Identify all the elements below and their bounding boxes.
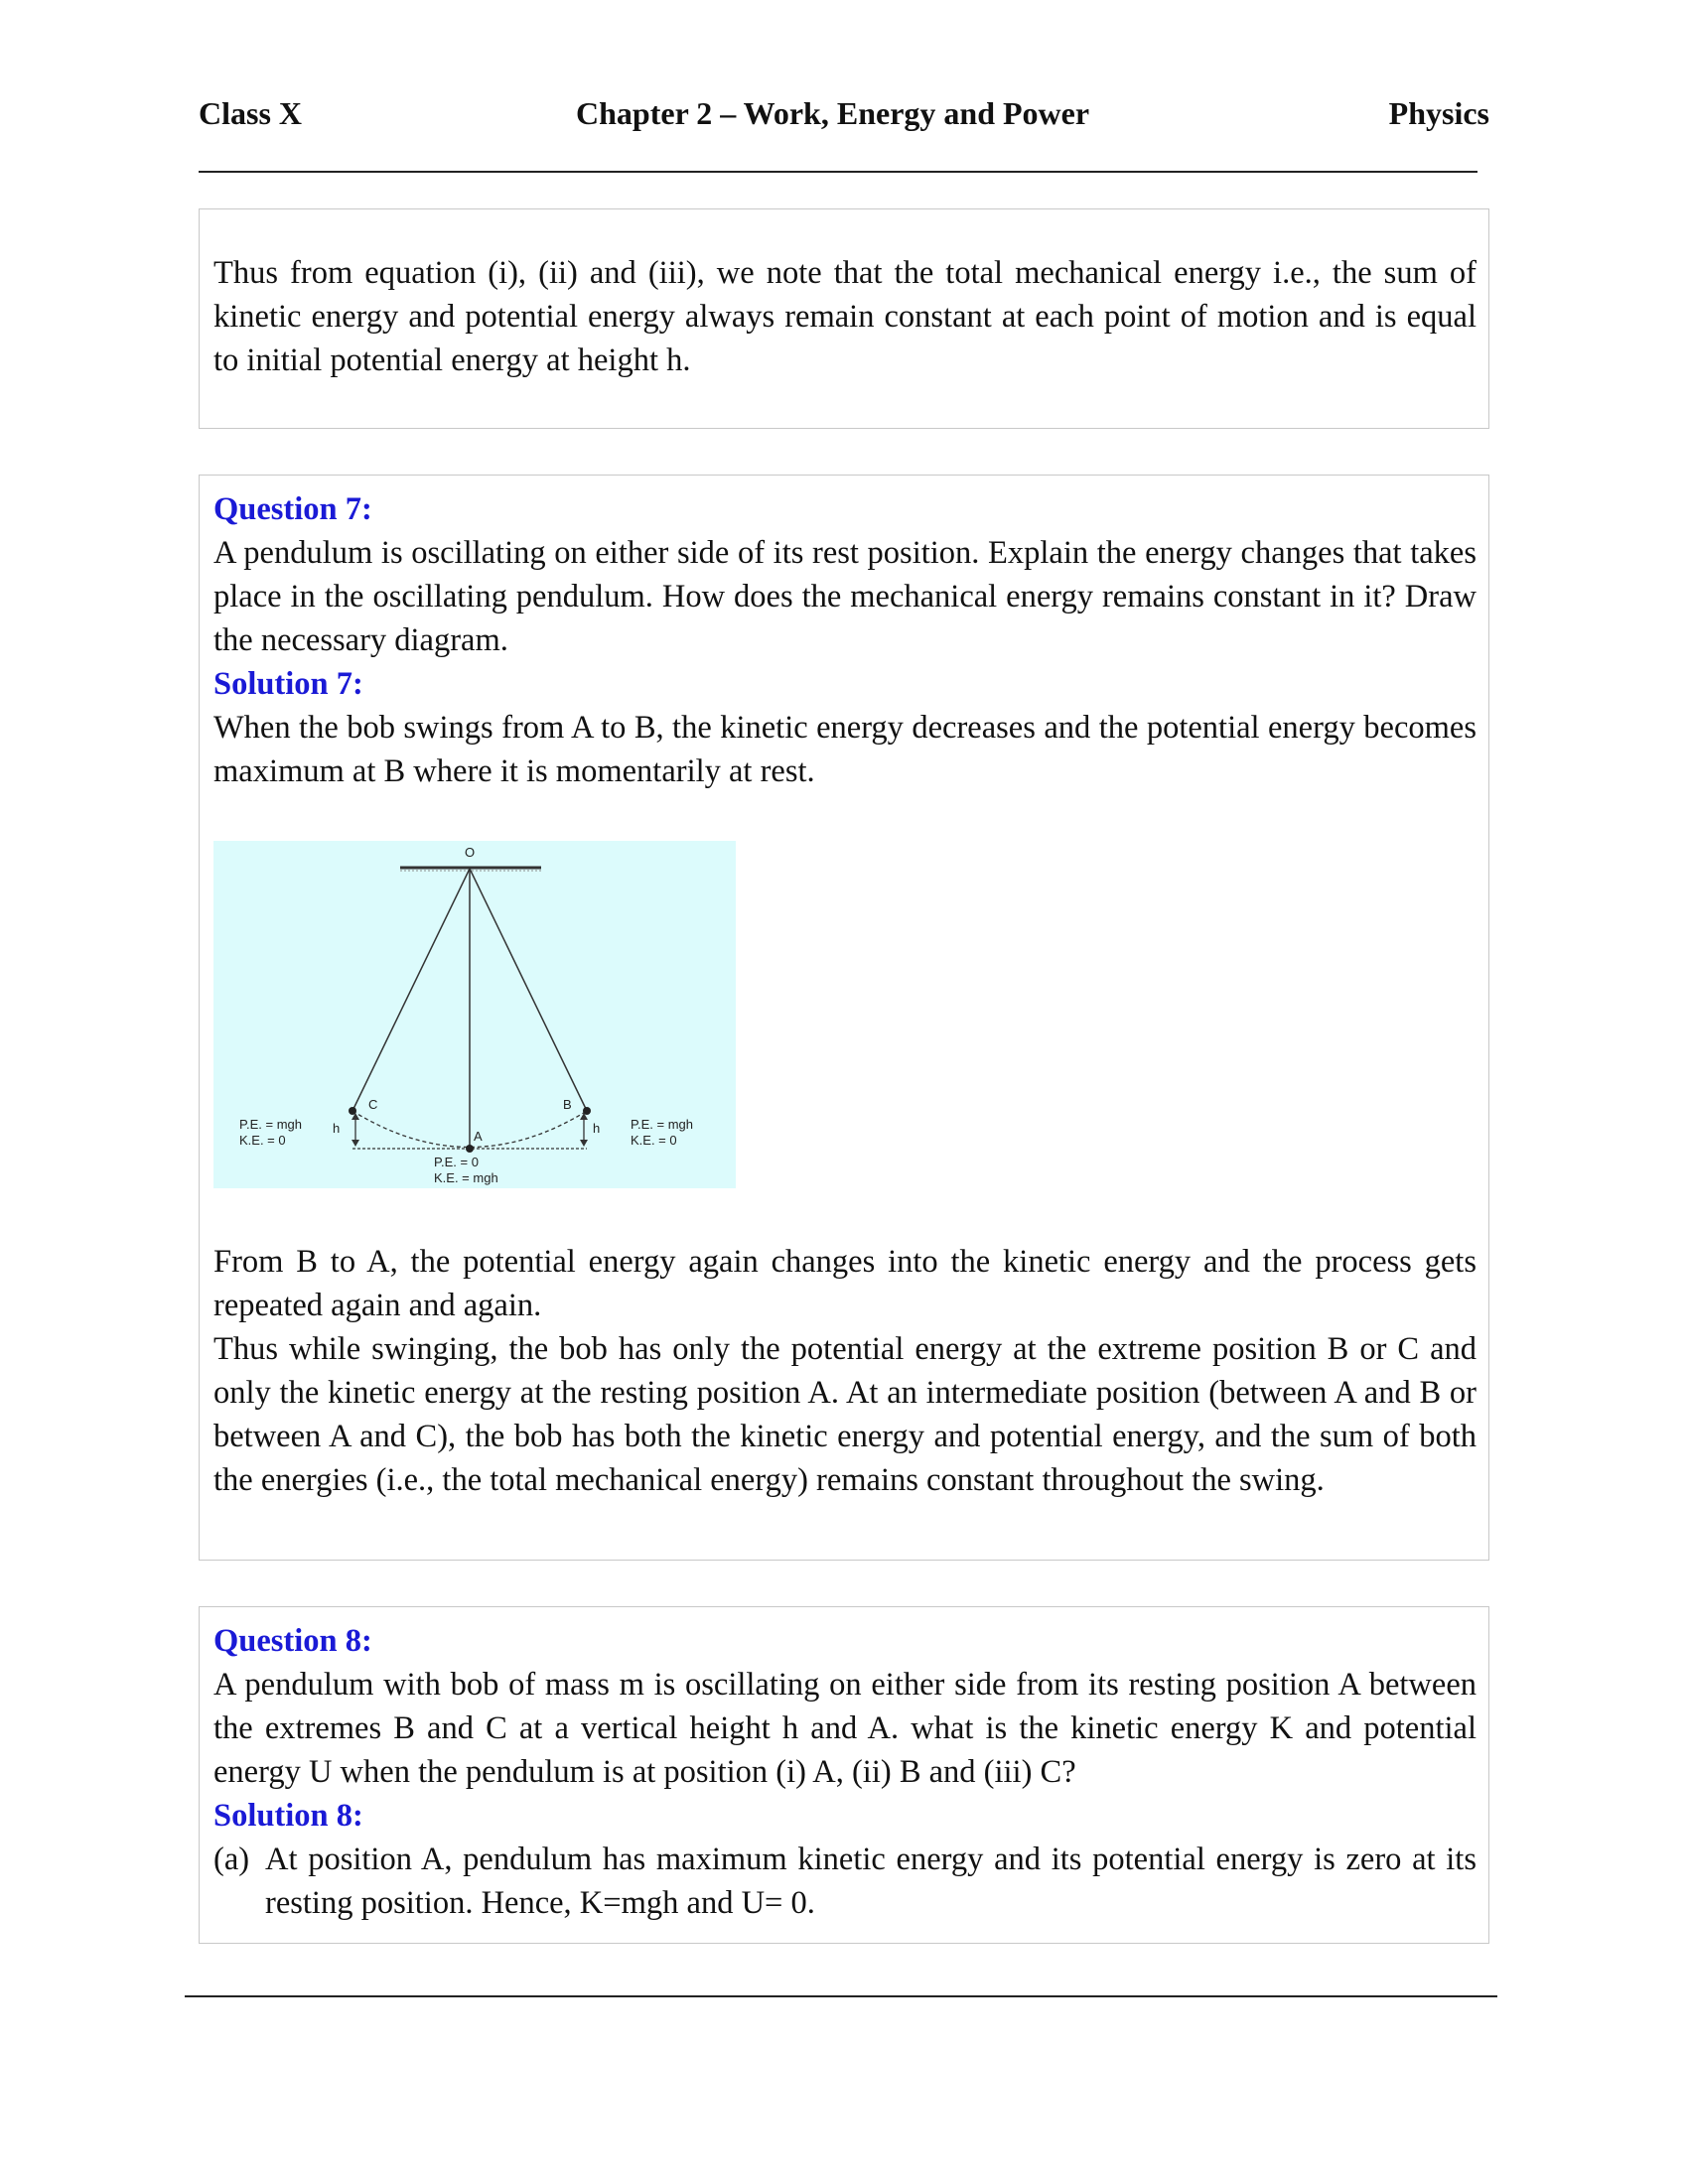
question-8-text: A pendulum with bob of mass m is oscillating on either side from its resting position A between the extremes B and C at a vertical height h and A. what is the kinetic energy K and potential energy U when the pendulum is at position (i) A, (ii) B and (iii) C?: [213, 1667, 1477, 1790]
left-ke-label: K.E. = 0: [239, 1133, 286, 1148]
label-a: A: [474, 1129, 483, 1144]
label-c: C: [368, 1097, 378, 1112]
solution-8-label: Solution 8:: [213, 1798, 363, 1834]
solution-8-item-text: At position A, pendulum has maximum kinetic energy and its potential energy is zero at its resting position. Hence, K=mgh and U= 0.: [265, 1842, 1477, 1921]
label-h-right: h: [593, 1121, 601, 1136]
bob-a: [466, 1145, 474, 1153]
right-ke-label: K.E. = 0: [631, 1133, 677, 1148]
bottom-ke-label: K.E. = mgh: [434, 1170, 498, 1185]
intro-box: [199, 208, 1489, 429]
string-left: [352, 869, 470, 1111]
pendulum-diagram: [213, 841, 736, 1188]
label-o: O: [464, 845, 476, 860]
solution-7-para-2: From B to A, the potential energy again changes into the kinetic energy and the process gets repeated again and again.: [213, 1244, 1477, 1323]
header-chapter: Chapter 2 – Work, Energy and Power: [576, 95, 1090, 131]
bottom-pe-label: P.E. = 0: [434, 1155, 479, 1169]
footer-rule: [185, 1995, 1497, 1997]
label-b: B: [563, 1097, 572, 1112]
intro-text: Thus from equation (i), (ii) and (iii), we note that the total mechanical energy i.e., the sum of kinetic energy and potential energy always remain constant at each point of motion and is equal to initial potential energy at height h.: [213, 255, 1477, 378]
header-class: Class X: [199, 95, 303, 131]
question-8-label: Question 8:: [213, 1623, 372, 1659]
question-7-label: Question 7:: [213, 491, 372, 527]
question-7-box: [199, 475, 1489, 1561]
solution-7-label: Solution 7:: [213, 666, 363, 702]
label-h-left: h: [333, 1121, 341, 1136]
solution-7-para-1: When the bob swings from A to B, the kinetic energy decreases and the potential energy becomes maximum at B where it is momentarily at rest.: [213, 710, 1477, 789]
solution-7-para-3: Thus while swinging, the bob has only the potential energy at the extreme position B or C and only the kinetic energy at the resting position A. At an intermediate position (between A and B or between A and C), the bob has both the kinetic energy and potential energy, and the sum of both the energies (i.e., the total mechanical energy) remains constant throughout the swing.: [213, 1331, 1477, 1498]
question-7-text: A pendulum is oscillating on either side of its rest position. Explain the energy changes that takes place in the oscillating pendulum. How does the mechanical energy remains constant in it? Draw the necessary diagram.: [213, 535, 1477, 658]
question-8-box: [199, 1606, 1489, 1944]
solution-8-item-marker: (a): [213, 1842, 250, 1877]
string-right: [470, 869, 587, 1111]
left-pe-label: P.E. = mgh: [239, 1117, 302, 1132]
right-pe-label: P.E. = mgh: [631, 1117, 693, 1132]
page-header: [199, 95, 1489, 145]
pendulum-svg: [213, 841, 736, 1188]
header-rule: [199, 171, 1477, 173]
header-subject: Physics: [1388, 95, 1489, 131]
